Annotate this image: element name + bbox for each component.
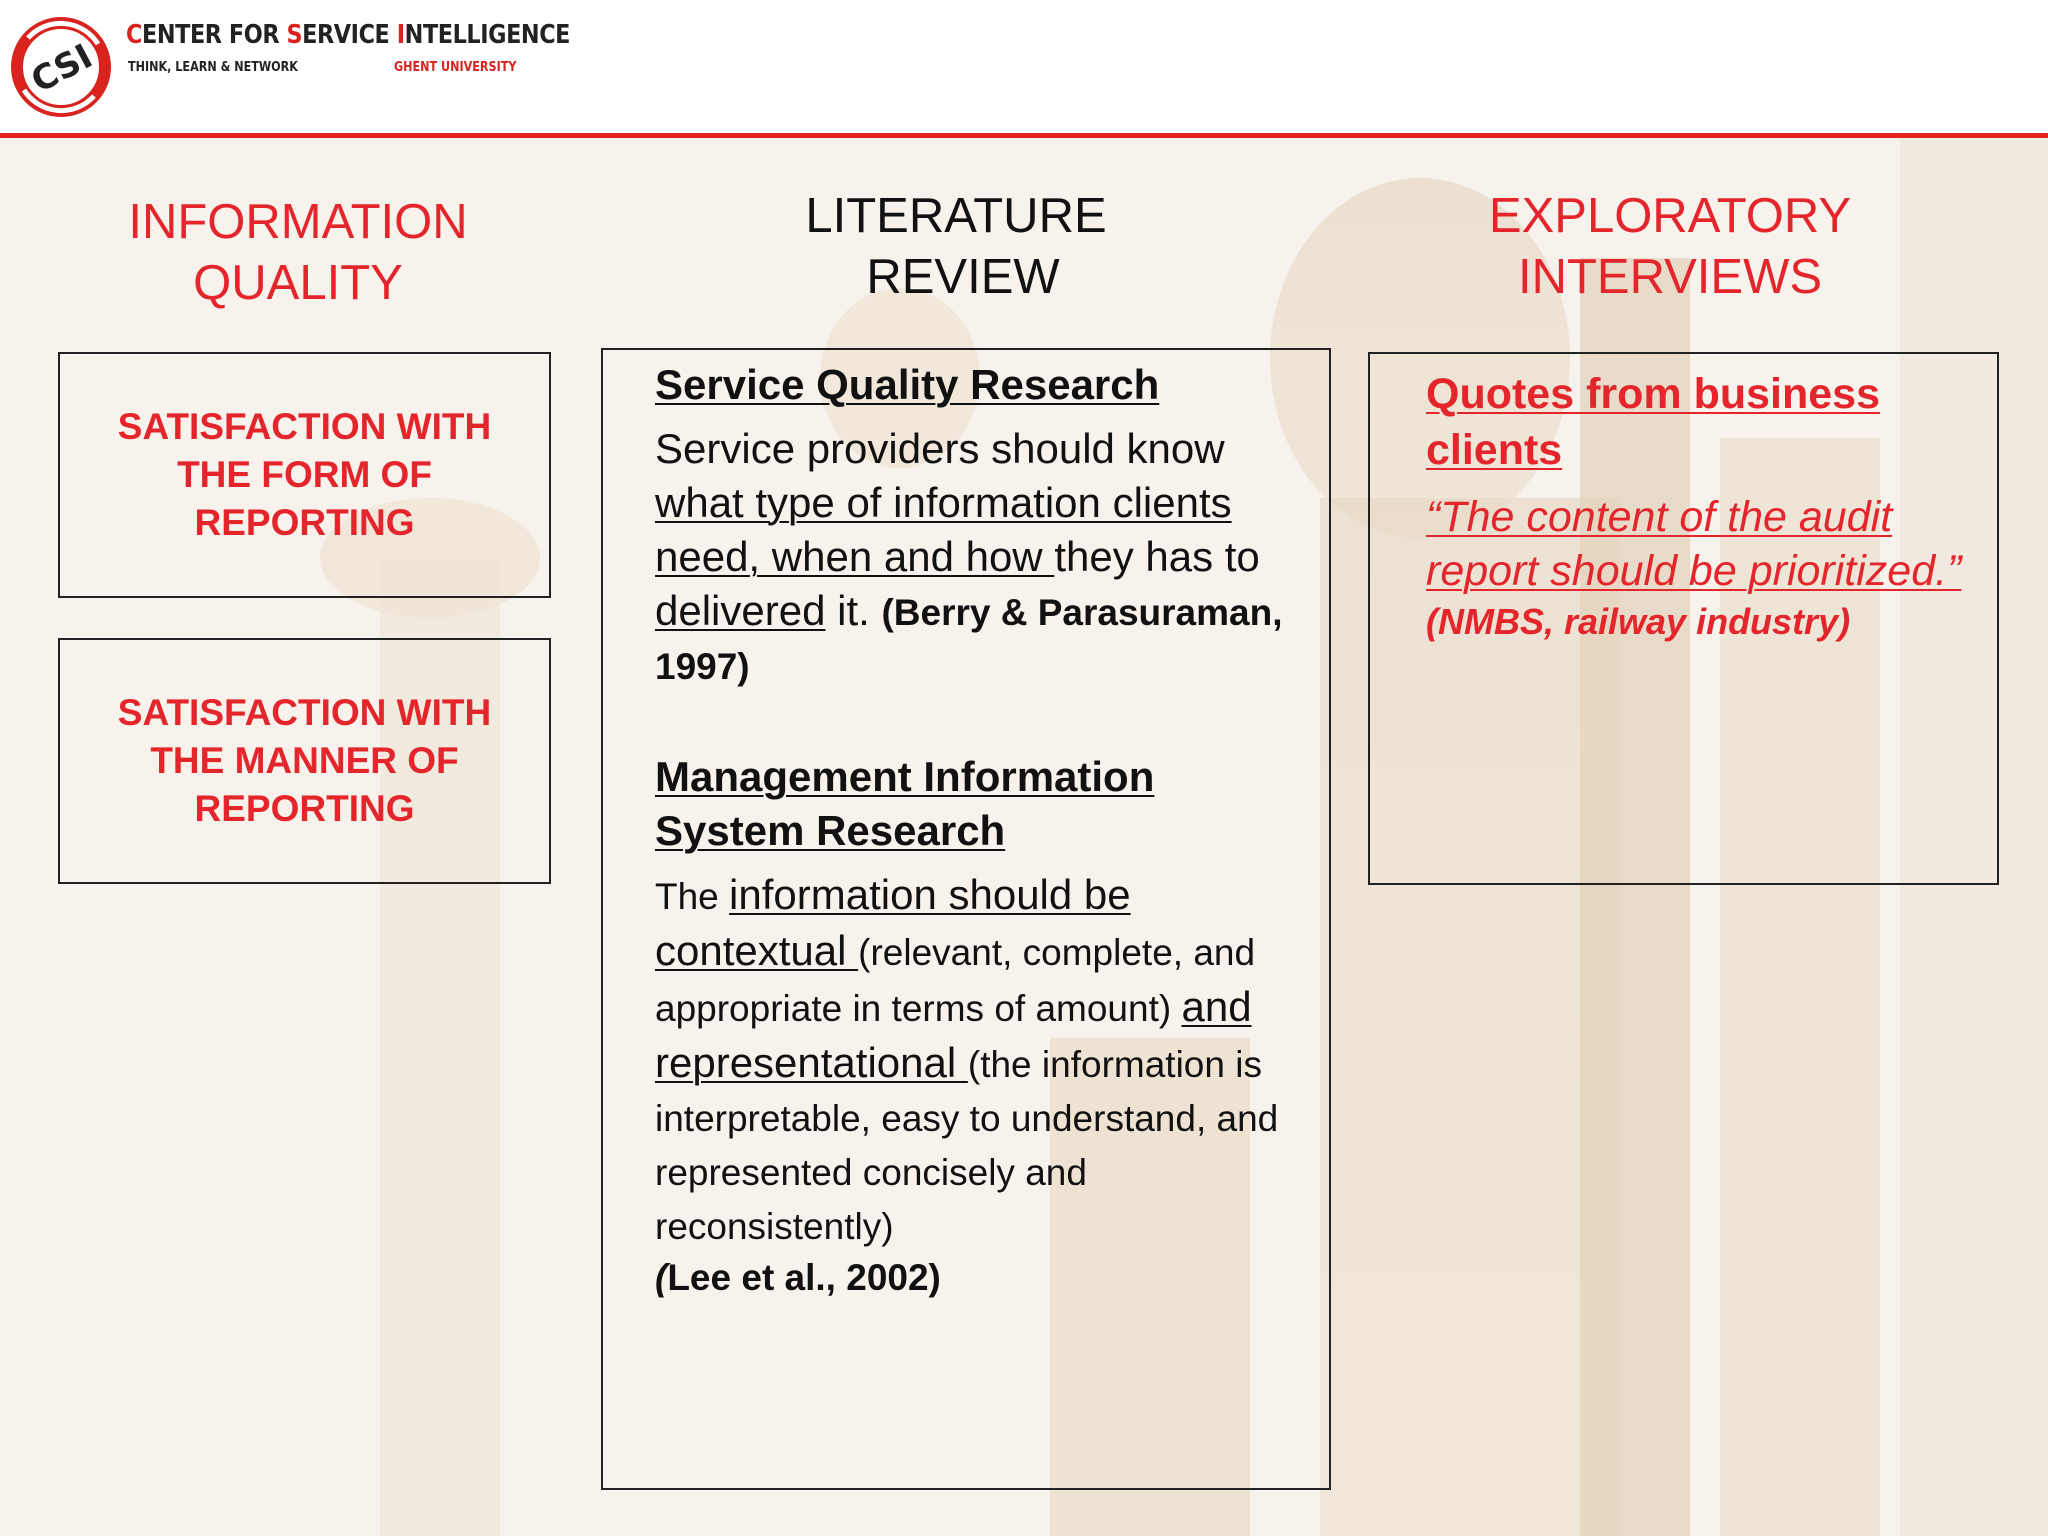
quotes-title: Quotes from business clients — [1426, 370, 1880, 474]
quote-source: (NMBS, railway industry) — [1426, 601, 1851, 642]
service-quality-citation: (Berry & Parasuraman, 1997) — [655, 592, 1283, 687]
logo-tagline: THINK, LEARN & NETWORK — [128, 60, 298, 75]
satisfaction-form-box — [58, 352, 551, 598]
mis-title: Management Information System Research — [655, 753, 1155, 854]
satisfaction-form-text: SATISFACTION WITH THE FORM OF REPORTING — [117, 406, 492, 543]
heading-exploratory-interviews: EXPLORATORY INTERVIEWS — [1488, 189, 1852, 304]
client-quote: “The content of the audit report should be prioritized.” — [1426, 493, 1962, 595]
satisfaction-manner-text: SATISFACTION WITH THE MANNER OF REPORTING — [117, 692, 492, 829]
slide-header — [0, 0, 2048, 134]
satisfaction-manner-box — [58, 638, 551, 884]
exploratory-content — [1426, 366, 1986, 646]
service-quality-title: Service Quality Research — [655, 361, 1160, 408]
logo-university: GHENT UNIVERSITY — [394, 60, 517, 75]
heading-literature-review: LITERATURE REVIEW — [805, 189, 1107, 304]
logo-letters: CSI — [24, 36, 100, 102]
heading-information-quality: INFORMATION QUALITY — [128, 195, 468, 310]
literature-review-content — [655, 358, 1315, 1302]
logo-title: CENTER FOR SERVICE INTELLIGENCE — [126, 20, 571, 50]
mis-citation: (Lee et al., 2002) — [655, 1257, 941, 1298]
exploratory-interviews-box — [1368, 352, 1999, 885]
service-quality-text: Service providers should know what type of information clients need, when and how they has to delivered it. (Berry & Parasuraman, 1997) — [655, 425, 1283, 687]
mis-text: The information should be contextual (relevant, complete, and appropriate in terms of amount) and representational (the information is interpretable, easy to understand, and represented concisely and reconsistently) (Lee et al., 2002) — [655, 868, 1315, 1302]
csi-logo-icon — [8, 14, 114, 120]
literature-review-box — [601, 348, 1331, 1490]
